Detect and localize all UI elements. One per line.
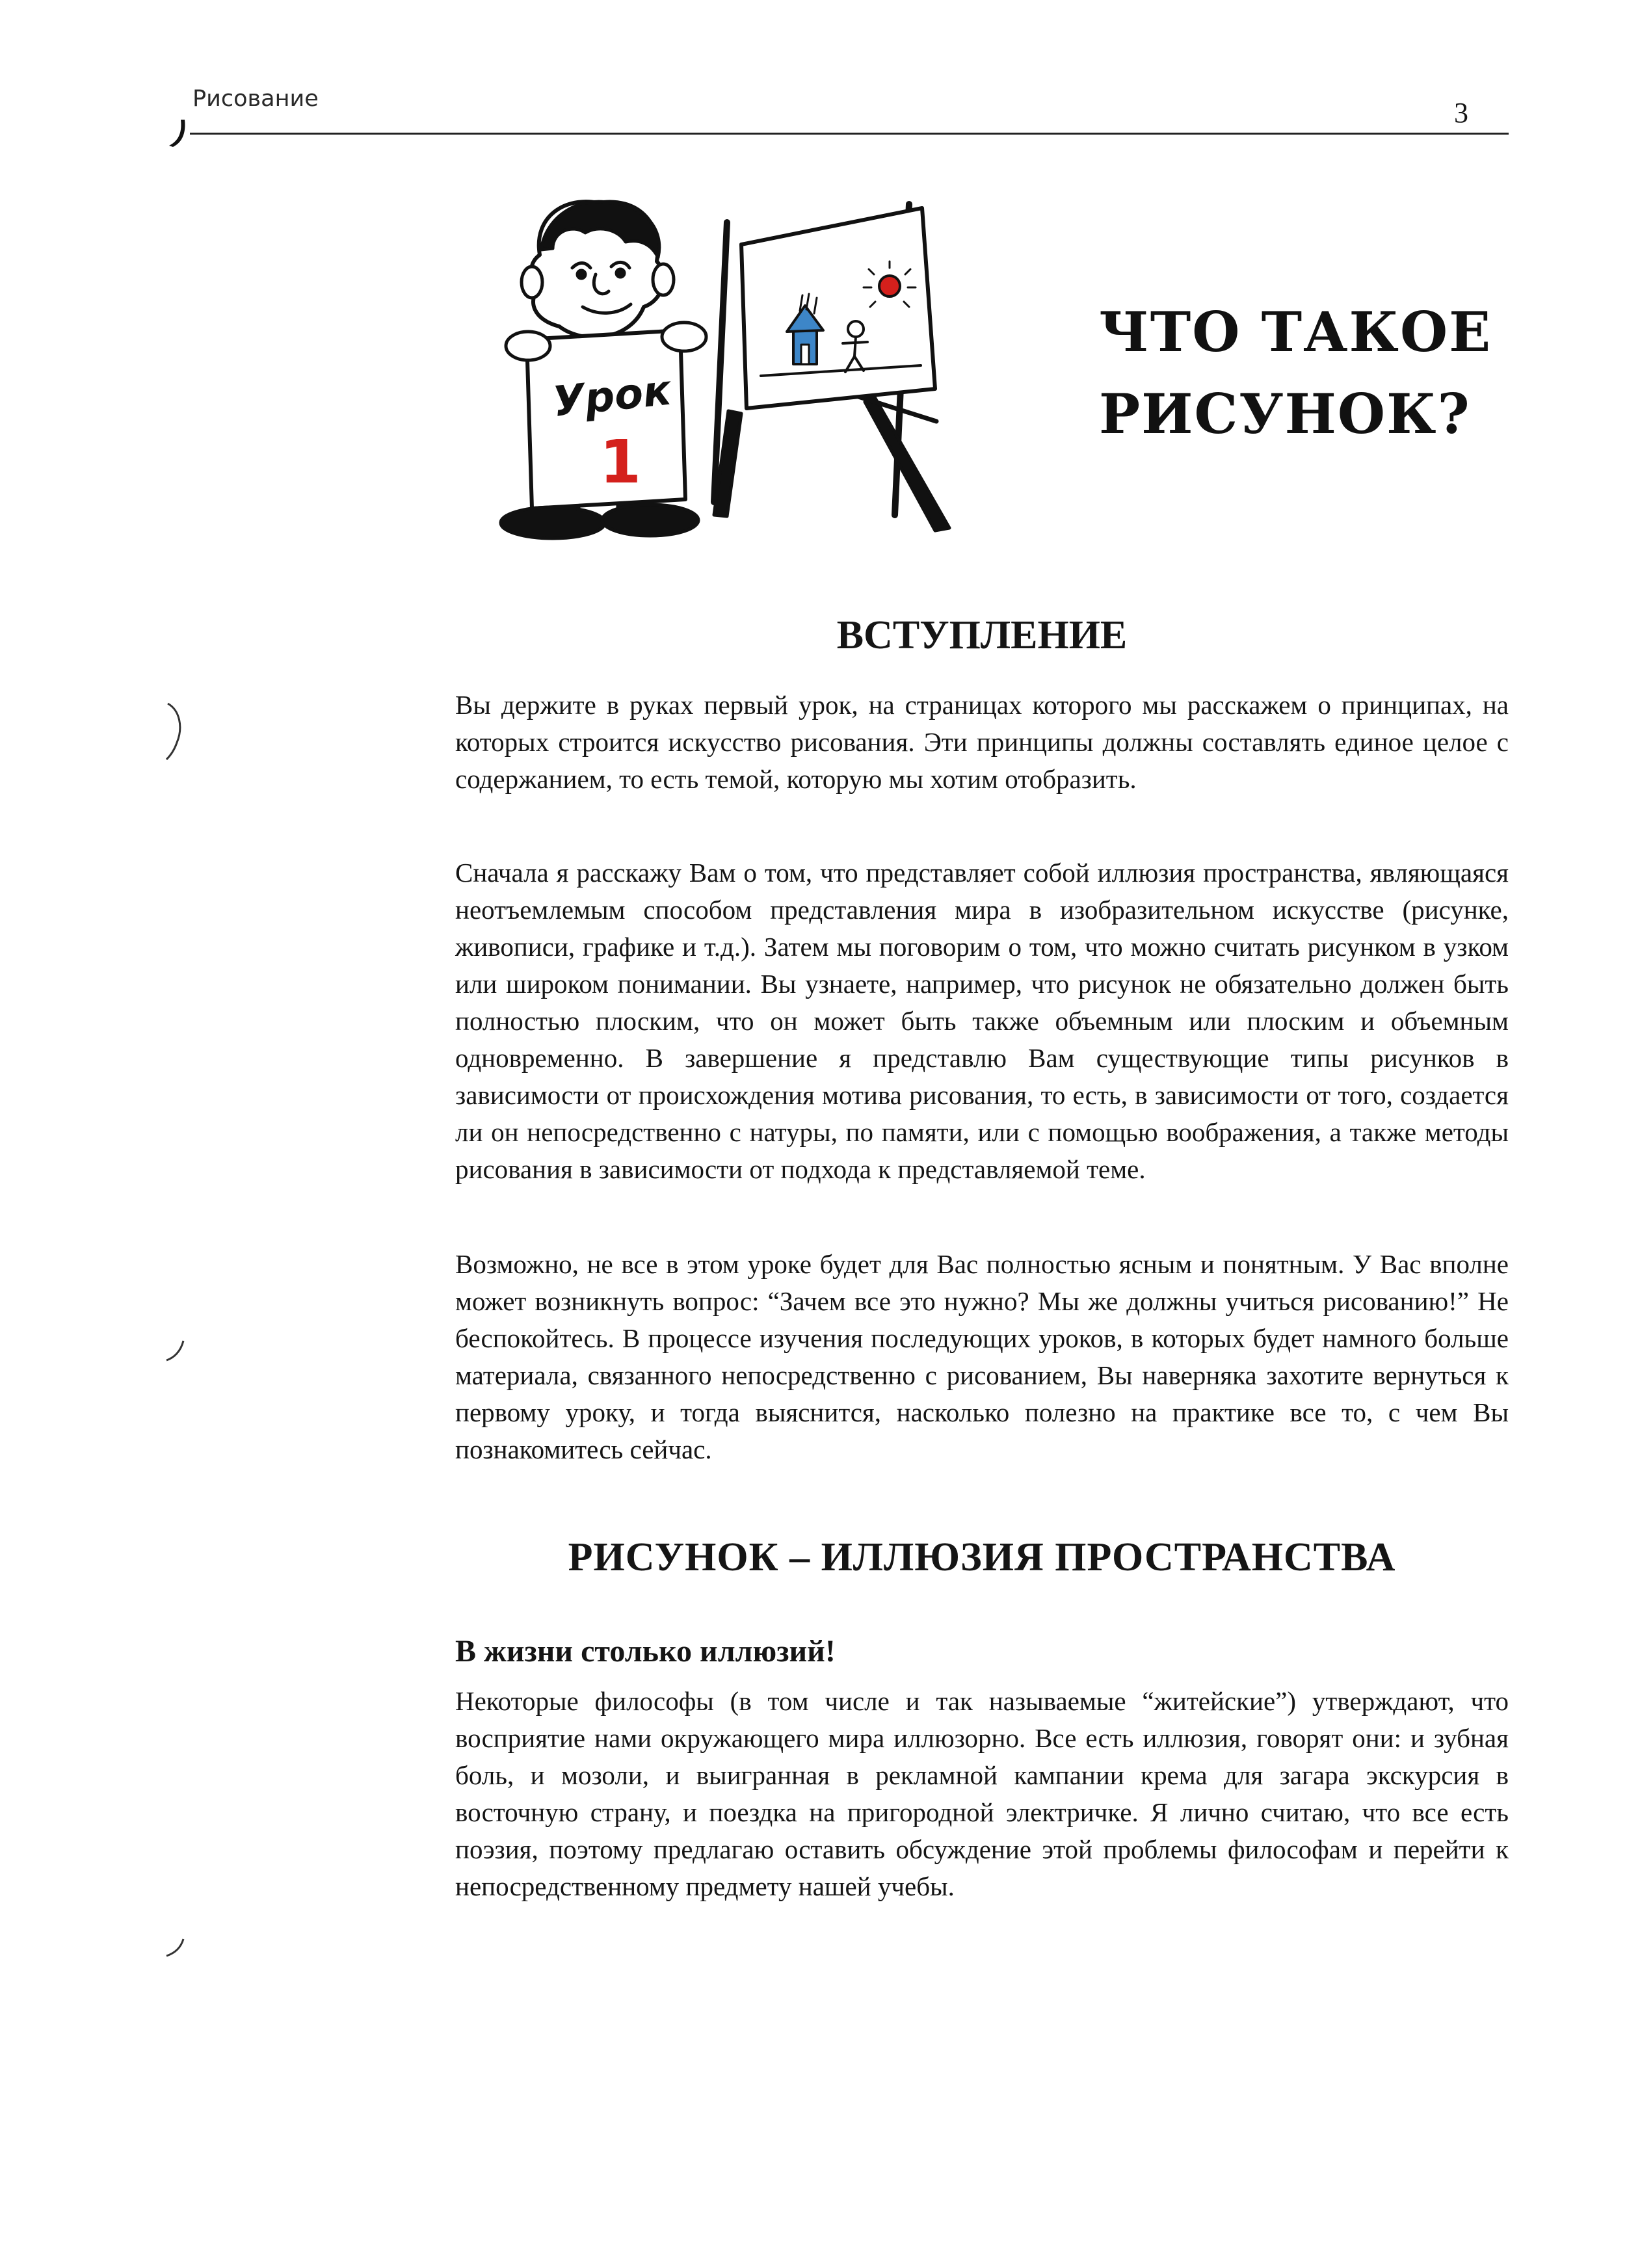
section-heading: РИСУНОК – ИЛЛЮЗИЯ ПРОСТРАНСТВА bbox=[568, 1535, 1396, 1579]
section-subheading: В жизни столько иллюзий! bbox=[455, 1634, 836, 1668]
intro-paragraph-2: Сначала я расскажу Вам о том, что представляет собой иллюзия пространства, являющаяся неотъемлемым способом представления мира в изобразительном искусстве (рисунке, живописи, графике и т.д.). Затем мы поговорим о том, что можно считать рисунком в узком или широком понимании. Вы узнаете, например, что рисунок не обязательно должен быть полностью плоским, что он может быть также объемным или плоским и объемным одновременно. В завершение я представлю Вам существующие типы рисунков в зависимости от происхождения мотива рисования, то есть, в зависимости от того, создается ли он непосредственно с натуры, по памяти, или с помощью воображения, а также методы рисования в зависимости от подхода к представляемой теме. bbox=[455, 858, 1509, 1184]
page-number: 3 bbox=[1454, 97, 1468, 129]
header-hook-mark bbox=[166, 118, 186, 148]
margin-mark bbox=[164, 1337, 190, 1363]
margin-mark bbox=[164, 1935, 190, 1961]
intro-paragraph-1: Вы держите в руках первый урок, на страницах которого мы расскажем о принципах, на которых строится искусство рисования. Эти принципы должны составлять единое целое с содержанием, то есть темой, которую мы хотим отобразить. bbox=[455, 690, 1509, 794]
cartoon-boy-easel-icon bbox=[455, 177, 962, 541]
header-rule bbox=[190, 133, 1509, 135]
margin-mark bbox=[164, 701, 190, 766]
intro-heading: ВСТУПЛЕНИЕ bbox=[836, 613, 1128, 657]
sign-number: 1 bbox=[600, 427, 642, 497]
page-title-line-1: ЧТО ТАКОЕ bbox=[1099, 300, 1492, 364]
sign-label: Урок bbox=[550, 366, 674, 427]
page-title-line-2: РИСУНОК? bbox=[1099, 382, 1471, 446]
page-title bbox=[1099, 291, 1492, 455]
section-paragraph: Некоторые философы (в том числе и так называемые “житейские”) утверждают, что восприятие нами окружающего мира иллюзорно. Все есть иллюзия, говорят они: и зубная боль, и мозоли, и выигранная в рекламной кампании крема для загара экскурсия в восточную страну, и поездка на пригородной электричке. Я лично считаю, что все есть поэзия, поэтому предлагаю оставить обсуждение этой проблемы философам и перейти к непосредственному предмету нашей учебы. bbox=[455, 1686, 1509, 1901]
running-header-title: Рисование bbox=[192, 86, 319, 112]
intro-paragraph-3: Возможно, не все в этом уроке будет для Вас полностью ясным и понятным. У Вас вполне может возникнуть вопрос: “Зачем все это нужно? Мы же должны учиться рисованию!” Не беспокойтесь. В процессе изучения последующих уроков, в которых будет намного больше материала, связанного непосредственно с рисованием, Вы наверняка захотите вернуться к первому уроку, и тогда выяснится, насколько полезно на практике все то, с чем Вы познакомитесь сейчас. bbox=[455, 1249, 1509, 1464]
